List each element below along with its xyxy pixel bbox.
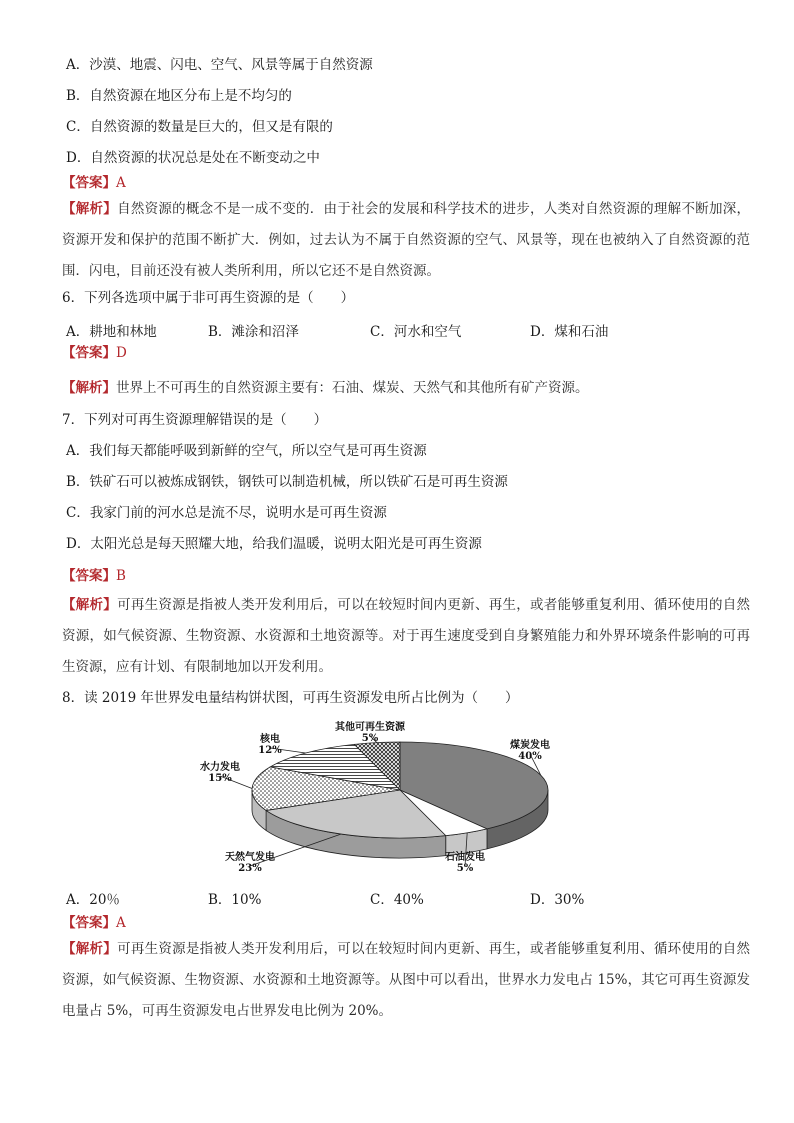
- answer-tag: 【答案】: [62, 175, 116, 191]
- q5-option-b: B．自然资源在地区分布上是不均匀的: [66, 88, 292, 104]
- explain-text: 可再生资源是指被人类开发利用后，可以在较短时间内更新、再生，或者能够重复利用、循环使用的自然资源，如气候资源、生物资源、水资源和土地资源等。从图中可以看出，世界水力发电占 15%，其它可再生资源发电量占 5%，可再生资源发电占世界发电比例为 20%。: [62, 941, 750, 1019]
- slice-value-4: 12%: [258, 745, 282, 756]
- q5-answer: [62, 173, 126, 193]
- explain-tag: 【解析】: [62, 201, 118, 217]
- q7-option-d: D．太阳光总是每天照耀大地，给我们温暖，说明太阳光是可再生资源: [66, 536, 482, 552]
- slice-label-2: 天然气发电: [225, 852, 275, 863]
- q5-option-d: D．自然资源的状况总是处在不断变动之中: [66, 150, 320, 166]
- q8-option-c: C．40%: [370, 892, 424, 908]
- answer-tag: 【答案】: [62, 915, 116, 931]
- slice-label-3: 水力发电: [200, 762, 240, 773]
- answer-value: B: [116, 568, 126, 584]
- slice-value-5: 5%: [361, 733, 379, 744]
- answer-tag: 【答案】: [62, 568, 116, 584]
- q7-option-a: A．我们每天都能呼吸到新鲜的空气，所以空气是可再生资源: [66, 443, 427, 459]
- q6-stem: 6．下列各选项中属于非可再生资源的是（ ）: [62, 290, 355, 306]
- q5-explanation: [62, 194, 750, 287]
- q6-explanation: [62, 378, 589, 398]
- q8-stem: 8．读 2019 年世界发电量结构饼状图，可再生资源发电所占比例为（ ）: [62, 690, 519, 706]
- q6-answer: [62, 343, 127, 363]
- pie-chart: [190, 720, 590, 880]
- slice-label-1: 石油发电: [445, 852, 485, 863]
- slice-value-0: 40%: [518, 751, 542, 762]
- slice-label-4: 核电: [260, 734, 280, 745]
- slice-value-2: 23%: [238, 863, 262, 874]
- slice-label-5: 其他可再生资源: [335, 722, 405, 733]
- q7-option-b: B．铁矿石可以被炼成钢铁，钢铁可以制造机械，所以铁矿石是可再生资源: [66, 474, 508, 490]
- explain-text: 可再生资源是指被人类开发利用后，可以在较短时间内更新、再生，或者能够重复利用、循环使用的自然资源，如气候资源、生物资源、水资源和土地资源等。对于再生速度受到自身繁殖能力和外界环境条件影响的可再生资源，应有计划、有限制地加以开发利用。: [62, 597, 750, 675]
- q8-option-d: D．30%: [530, 892, 585, 908]
- q8-option-a: A．20％: [66, 892, 120, 908]
- q7-stem: 7．下列对可再生资源理解错误的是（ ）: [62, 412, 328, 428]
- q7-explanation: [62, 590, 750, 683]
- slice-label-0: 煤炭发电: [510, 740, 550, 751]
- q8-answer: [62, 913, 126, 933]
- explain-text: 世界上不可再生的自然资源主要有：石油、煤炭、天然气和其他所有矿产资源。: [116, 380, 589, 396]
- q6-option-c: C．河水和空气: [370, 324, 462, 340]
- explain-tag: 【解析】: [62, 597, 118, 613]
- q8-option-b: B．10%: [208, 892, 262, 908]
- answer-value: A: [116, 915, 126, 931]
- answer-value: A: [116, 175, 126, 191]
- q6-option-a: A．耕地和林地: [66, 324, 157, 340]
- answer-value: D: [116, 345, 127, 361]
- q7-option-c: C．我家门前的河水总是流不尽，说明水是可再生资源: [66, 505, 387, 521]
- q6-option-d: D．煤和石油: [530, 324, 609, 340]
- answer-tag: 【答案】: [62, 345, 116, 361]
- q5-option-a: A．沙漠、地震、闪电、空气、风景等属于自然资源: [66, 57, 373, 73]
- q6-option-b: B．滩涂和沼泽: [208, 324, 299, 340]
- explain-tag: 【解析】: [62, 380, 116, 396]
- q8-explanation: [62, 934, 750, 1027]
- q7-answer: [62, 566, 126, 586]
- slice-value-3: 15%: [208, 773, 232, 784]
- slice-value-1: 5%: [456, 863, 474, 874]
- q5-option-c: C．自然资源的数量是巨大的，但又是有限的: [66, 119, 333, 135]
- explain-text: 自然资源的概念不是一成不变的．由于社会的发展和科学技术的进步，人类对自然资源的理解不断加深，资源开发和保护的范围不断扩大．例如，过去认为不属于自然资源的空气、风景等，现在也被纳入了自然资源的范围．闪电，目前还没有被人类所利用，所以它还不是自然资源。: [62, 201, 750, 279]
- explain-tag: 【解析】: [62, 941, 118, 957]
